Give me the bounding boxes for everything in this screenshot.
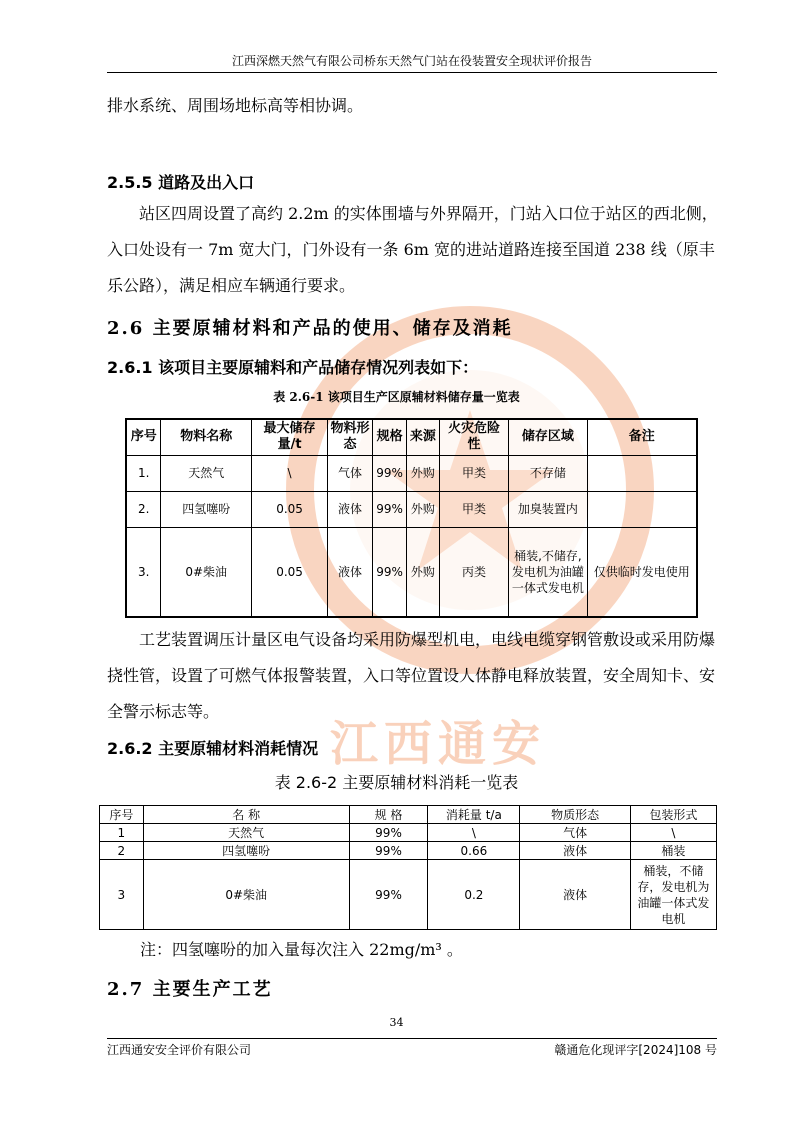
- th-6: 来源: [407, 419, 439, 455]
- cell: 液体: [520, 842, 630, 860]
- th-3: 规 格: [349, 806, 428, 824]
- cell: 仅供临时发电使用: [587, 527, 697, 617]
- cell: \: [630, 824, 716, 842]
- cell: 加臭装置内: [509, 491, 587, 527]
- th-2: 名 称: [143, 806, 349, 824]
- cell: 液体: [520, 860, 630, 930]
- th-4: 消耗量 t/a: [428, 806, 520, 824]
- cell: 1.: [126, 455, 161, 491]
- cell: \: [252, 455, 328, 491]
- cell: 0#柴油: [143, 860, 349, 930]
- cell: 天然气: [143, 824, 349, 842]
- table-consumption: [99, 805, 717, 930]
- th-1: 序号: [126, 419, 161, 455]
- table-row: [126, 455, 697, 491]
- cell: 液体: [328, 527, 373, 617]
- page-header: 江西深燃天然气有限公司桥东天然气门站在役装置安全现状评价报告: [107, 52, 717, 73]
- cell: [587, 491, 697, 527]
- table-row: [100, 860, 717, 930]
- cell: 0.2: [428, 860, 520, 930]
- cell: 甲类: [439, 455, 509, 491]
- cell: 99%: [372, 491, 406, 527]
- intro-tail: 排水系统、周围场地标高等相协调。: [107, 96, 364, 115]
- th-9: 备注: [587, 419, 697, 455]
- th-2: 物料名称: [161, 419, 252, 455]
- cell: 甲类: [439, 491, 509, 527]
- para-road: 站区四周设置了高约 2.2m 的实体围墙与外界隔开，门站入口位于站区的西北侧，入口处设有一 7m 宽大门，门外设有一条 6m 宽的进站道路连接至国道 238 线（原丰乐公路），满足相应车辆通行要求。: [107, 204, 718, 295]
- table-row: [100, 824, 717, 842]
- cell: [587, 455, 697, 491]
- th-6: 包装形式: [630, 806, 716, 824]
- th-7: 火灾危险性: [439, 419, 509, 455]
- heading-2-6-1: 2.6.1 该项目主要原辅料和产品储存情况列表如下：: [107, 358, 479, 377]
- th-5: 规格: [372, 419, 406, 455]
- footer-company: 江西通安安全评价有限公司: [107, 1043, 252, 1057]
- cell: 2: [100, 842, 144, 860]
- cell: 1: [100, 824, 144, 842]
- cell: 液体: [328, 491, 373, 527]
- cell: 天然气: [161, 455, 252, 491]
- cell: 0.66: [428, 842, 520, 860]
- table-storage: [125, 418, 698, 618]
- watermark-center-text: 江西通安: [330, 716, 547, 772]
- page-number: 34: [389, 1016, 404, 1029]
- cell: 99%: [349, 860, 428, 930]
- cell: 外购: [407, 455, 439, 491]
- cell: 99%: [372, 527, 406, 617]
- cell: 2.: [126, 491, 161, 527]
- heading-2-5-5: 2.5.5 道路及出入口: [107, 173, 255, 192]
- th-4: 物料形态: [328, 419, 373, 455]
- th-5: 物质形态: [520, 806, 630, 824]
- cell: 0.05: [252, 527, 328, 617]
- cell: 外购: [407, 491, 439, 527]
- th-8: 储存区域: [509, 419, 587, 455]
- cell: 丙类: [439, 527, 509, 617]
- footer-divider: [107, 1038, 717, 1039]
- cell: 99%: [349, 842, 428, 860]
- cell: 桶装，不储存，发电机为油罐一体式发电机: [630, 860, 716, 930]
- cell: 气体: [520, 824, 630, 842]
- cell: 四氢噻吩: [161, 491, 252, 527]
- table-row: [126, 491, 697, 527]
- table-row: [100, 842, 717, 860]
- cell: 桶装: [630, 842, 716, 860]
- heading-2-6-2: 2.6.2 主要原辅材料消耗情况: [107, 739, 319, 758]
- cell: 0.05: [252, 491, 328, 527]
- cell: 3: [100, 860, 144, 930]
- th-1: 序号: [100, 806, 144, 824]
- cell: 99%: [372, 455, 406, 491]
- cell: 99%: [349, 824, 428, 842]
- cell: 四氢噻吩: [143, 842, 349, 860]
- cell: 3.: [126, 527, 161, 617]
- cell: 桶装,不储存,发电机为油罐一体式发电机: [509, 527, 587, 617]
- cell: 外购: [407, 527, 439, 617]
- cell: 气体: [328, 455, 373, 491]
- heading-2-7: 2.7 主要生产工艺: [107, 979, 273, 1000]
- th-3: 最大储存量/t: [252, 419, 328, 455]
- note: 注：四氢噻吩的加入量每次注入 22mg/m³ 。: [140, 940, 463, 959]
- cell: \: [428, 824, 520, 842]
- table1-caption: 表 2.6-1 该项目生产区原辅材料储存量一览表: [273, 390, 520, 404]
- table2-caption: 表 2.6-2 主要原辅材料消耗一览表: [274, 773, 519, 792]
- para-process: 工艺装置调压计量区电气设备均采用防爆型机电，电线电缆穿钢管敷设或采用防爆挠性管，设置了可燃气体报警装置，入口等位置设人体静电释放装置，安全周知卡、安全警示标志等。: [107, 630, 716, 721]
- table-row: [126, 527, 697, 617]
- cell: 0#柴油: [161, 527, 252, 617]
- heading-2-6: 2.6 主要原辅材料和产品的使用、储存及消耗: [107, 318, 513, 339]
- footer-doc-number: 赣通危化现评字[2024]108 号: [554, 1043, 717, 1057]
- cell: 不存储: [509, 455, 587, 491]
